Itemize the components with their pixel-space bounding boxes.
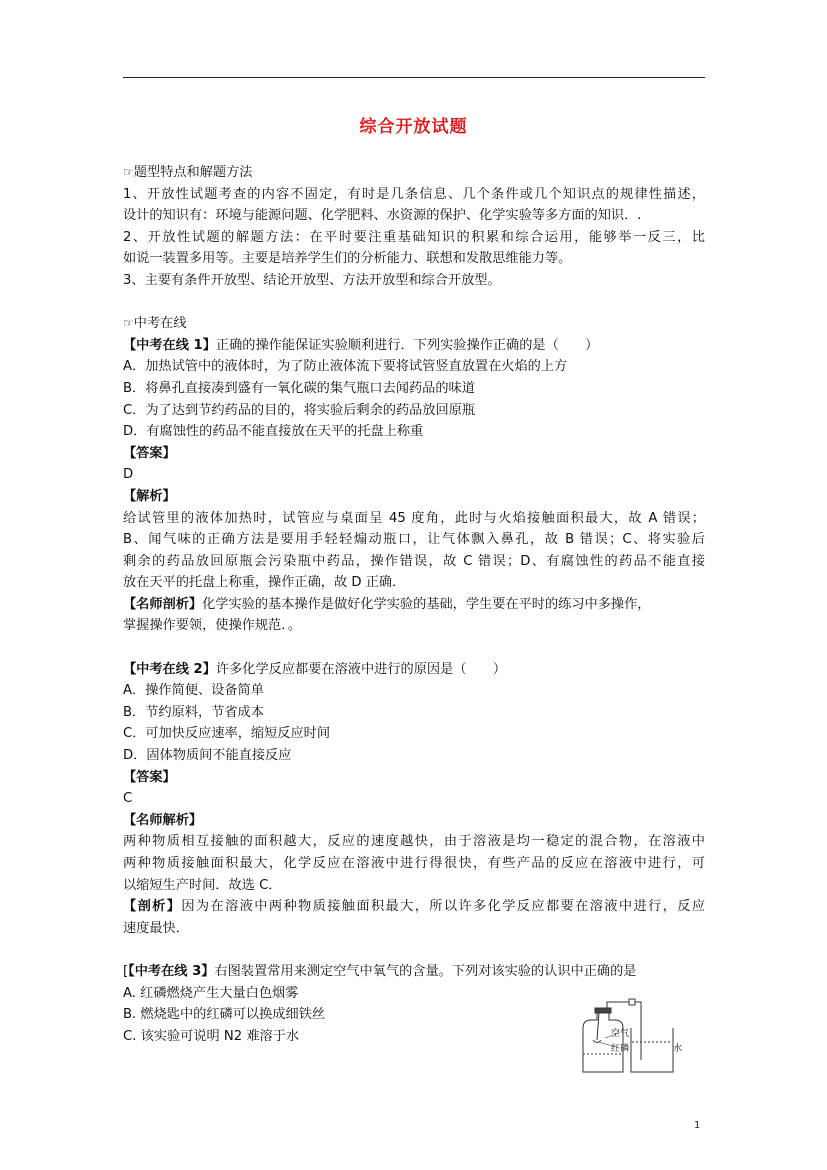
analysis-line: B、闻气味的正确方法是要用手轻轻煽动瓶口，让气体飘入鼻孔，故 B 错误；C、将实验后 [123,532,705,548]
question-tag: 【中考在线 1】 [123,337,216,353]
option-item: A．加热试管中的液体时，为了防止液体流下要将试管竖直放置在火焰的上方 [123,359,568,375]
option-item: D．固体物质间不能直接反应 [123,748,292,764]
option-item: D．有腐蚀性的药品不能直接放在天平的托盘上称重 [123,424,424,440]
section-heading-online: ☞中考在线 [123,316,187,332]
analysis-label: 【解析】 [123,488,176,504]
option-item: B. 燃烧匙中的红磷可以换成细铁丝 [123,1007,326,1023]
page-title: 综合开放试题 [359,117,468,137]
figure-label-air: 空气 [611,1029,630,1039]
intro-line: 2、开放性试题的解题方法：在平时要注重基础知识的积累和综合运用，能够举一反三，比 [123,229,705,245]
answer-label: 【答案】 [123,769,176,785]
comment-label: 【剖析】 [123,899,182,915]
answer-value: C [123,791,133,807]
option-item: B．将鼻孔直接凑到盛有一氧化碳的集气瓶口去闻药品的味道 [123,380,475,396]
question-3-stem: [【中考在线 3】右图装置常用来测定空气中氧气的含量。下列对该实验的认识中正确的是 [123,963,637,979]
page-number: 1 [694,1120,701,1131]
apparatus-figure [575,998,695,1076]
answer-value: D [123,467,134,483]
analysis-line: 剩余的药品放回原瓶会污染瓶中药品，操作错误，故 C 错误；D、有腐蚀性的药品不能直接 [123,553,705,569]
question-1-stem: 【中考在线 1】正确的操作能保证实验顺利进行．下列实验操作正确的是（ ） [123,337,599,353]
option-item: A．操作简便、设备简单 [123,683,264,699]
figure-label-water: 水 [673,1044,683,1054]
question-tag: 【中考在线 2】 [123,661,216,677]
question-tag: 【中考在线 3】 [128,963,215,979]
analysis-label: 【名师解析】 [123,812,203,828]
answer-label: 【答案】 [123,445,176,461]
option-item: C. 该实验可说明 N2 难溶于水 [123,1028,300,1044]
analysis-line: 以缩短生产时间．故选 C． [123,877,282,893]
option-item: C．为了达到节约药品的目的，将实验后剩余的药品放回原瓶 [123,402,476,418]
analysis-line: 放在天平的托盘上称重，操作正确，故 D 正确． [123,575,406,591]
intro-line: 如说一装置多用等。主要是培养学生们的分析能力、联想和发散思维能力等。 [123,251,572,267]
water-beaker [631,1028,673,1072]
analysis-line: 两种物质相互接触的面积越大，反应的速度越快，由于溶液是均一稳定的混合物，在溶液中 [123,834,705,850]
option-item: B．节约原料，节省成本 [123,704,264,720]
pointing-hand-icon: ☞ [123,165,134,179]
option-item: C．可加快反应速率，缩短反应时间 [123,726,331,742]
document-body [123,162,705,1047]
comment-line: 掌握操作要领，使操作规范．。 [123,618,302,634]
comment-line: 速度最快． [123,920,189,936]
section-heading-method: ☞题型特点和解题方法 [123,165,253,180]
header-rule [123,77,705,78]
analysis-line: 给试管里的液体加热时，试管应与桌面呈 45 度角，此时与火焰接触面积最大，故 A 错误； [123,510,705,526]
analysis-line: 两种物质接触面积最大，化学反应在溶液中进行得很快，有些产品的反应在溶液中进行，可 [123,856,705,871]
option-item: A. 红磷燃烧产生大量白色烟雾 [123,985,299,1001]
intro-line: 3、主要有条件开放型、结论开放型、方法开放型和综合开放型。 [123,272,501,288]
figure-label-phosphorus: 红磷 [611,1044,630,1054]
comment-label: 【名师剖析】 [123,596,203,612]
intro-line: 1、开放性试题考查的内容不固定，有时是几条信息、几个条件或几个知识点的规律性描述， [123,186,705,202]
intro-line: 设计的知识有：环境与能源问题、化学肥料、水资源的保护、化学实验等多方面的知识．. [123,208,642,224]
gas-jar [583,1008,623,1072]
teacher-comment: 【剖析】因为在溶液中两种物质接触面积最大，所以许多化学反应都要在溶液中进行，反应 [123,899,705,915]
question-2-stem: 【中考在线 2】许多化学反应都要在溶液中进行的原因是（ ） [123,661,507,677]
pointing-hand-icon: ☞ [123,316,134,331]
teacher-comment: 【名师剖析】化学实验的基本操作是做好化学实验的基础，学生要在平时的练习中多操作， [123,596,651,612]
